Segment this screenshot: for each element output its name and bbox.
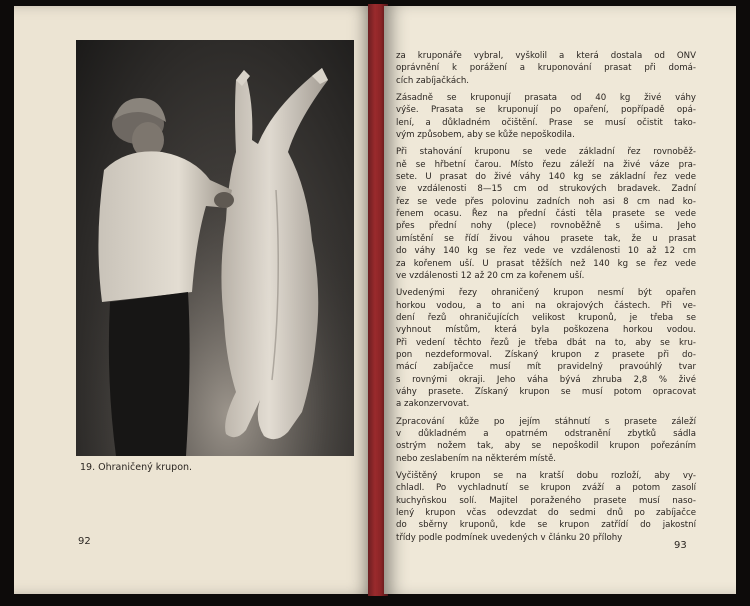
text-line: pon nezdeformoval. Získaný krupon z prasete při do- [396,349,696,360]
text-line: za kořenem uší. U prasat těžších než 140 kg se řez vede [396,258,696,269]
paragraph [396,470,696,544]
text-line: ve vzdálenosti 12 až 20 cm za kořenem uší. [396,270,585,281]
text-line: Zpracování kůže po jejím stáhnutí s prasete záleží [396,416,696,427]
text-line: nebo zeslabením na některém místě. [396,453,556,464]
text-line: cích zabíjačkách. [396,75,470,86]
text-line: Zásadně se kruponují prasata od 40 kg živé váhy [396,93,696,104]
carcass-photo [76,40,354,456]
text-line: a zakonzervovat. [396,399,470,410]
text-line: vým způsobem, aby se kůže nepoškodila. [396,130,575,141]
text-line: chladl. Po vychladnutí se krupon zváží a potom zasolí [396,483,696,494]
paragraph [396,50,696,87]
photo-caption: 19. Ohraničený krupon. [80,462,193,473]
text-line: výše. Prasata se kruponují po opaření, popřípadě opá- [396,105,696,116]
text-line: váhy prasete. Získaný krupon se musí potom opracovat [396,386,696,397]
text-line: Při vedení těchto řezů je třeba dbát na to, aby se kru- [396,337,696,348]
page-number-right: 93 [674,540,687,551]
text-line: Vyčištěný krupon se na kratší dobu rozloží, aby vy- [396,471,696,481]
page-number-left: 92 [78,536,91,547]
text-line: sete. U prasat do živé váhy 140 kg se základní řez vede [396,172,696,183]
text-line: kuchyňskou solí. Majitel poraženého prasete musí naso- [396,495,696,506]
right-page [384,6,736,594]
paragraph [396,287,696,410]
text-line: řez se vede přes polovinu zadních noh asi 8 cm nad ko- [396,196,696,207]
text-line: za kruponáře vybral, vyškolil a která dostala od ONV [396,51,696,61]
paragraph [396,146,696,282]
text-line: v důkladném a opatrném odstranění zbytků sádla [396,428,696,439]
text-line: ve vzdálenosti 8—15 cm od strukových bradavek. Zadní [396,184,696,195]
left-page [14,6,374,594]
text-line: ně se hřbetní čarou. Místo řezu záleží na živé váze pra- [396,159,696,170]
text-line: horkou vodou, a to ani na okrajových částech. Při ve- [396,300,696,311]
text-line: přes přední nohy (plece) rovnoběžně s ušima. Jeho [396,221,696,232]
text-line: do sběrny kruponů, kde se krupon zatřídí do jakostní [396,520,696,531]
text-line: lení, a důkladném očištění. Prase se musí očistit tako- [396,117,696,128]
text-line: Při stahování kruponu se vede základní řez rovnoběž- [396,147,696,158]
text-line: řenem ocasu. Řez na přední části těla prasete se vede [396,209,696,220]
body-text [396,50,696,549]
text-line: lený krupon včas odevzdat do sedmi dnů po zabíjačce [396,508,696,519]
text-line: oprávnění k porážení a kruponování prasat při domá- [396,63,696,74]
text-line: mácí zabíjačce musí mít pravidelný pravoúhlý tvar [396,362,696,373]
text-line: s rovnými okraji. Jeho váha bývá zhruba 2,8 % živé [396,374,696,385]
text-line: dení řezů ohraničujících velikost kruponů, je třeba se [396,312,696,323]
text-line: umístění se řídí živou váhou prasete tak, že u prasat [396,233,696,244]
paragraph [396,416,696,465]
text-line: do váhy 140 kg se řez vede ve vzdálenosti 10 až 12 cm [396,246,696,257]
text-line: ostrým nožem tak, aby se nepoškodil krupon pořezáním [396,441,696,452]
text-line: vyhnout místům, která byla poškozena horkou vodou. [396,325,696,336]
carcass-photo-drawing [76,40,354,456]
text-line: třídy podle podmínek uvedených v článku 20 přílohy [396,532,623,543]
paragraph [396,92,696,141]
text-line: Uvedenými řezy ohraničený krupon nesmí být opařen [396,288,696,299]
